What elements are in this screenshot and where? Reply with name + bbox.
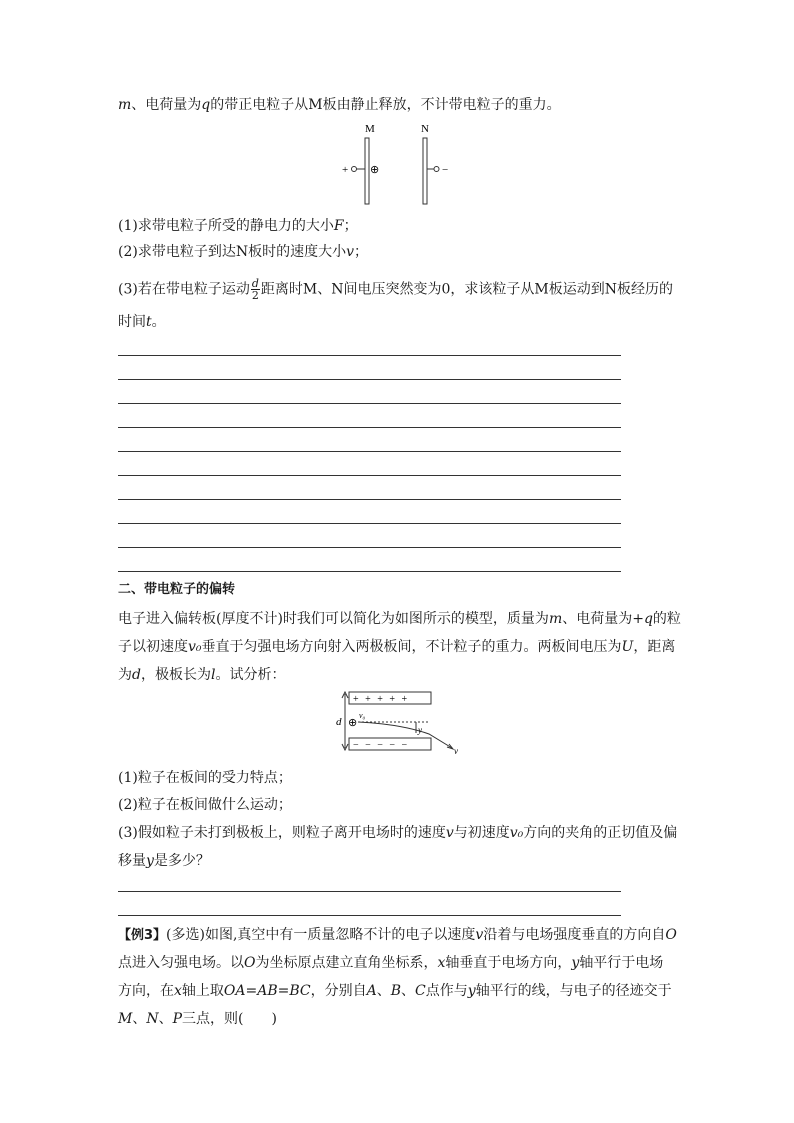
s2-p2: 子以初速度 [118, 639, 188, 655]
answer-line [118, 915, 621, 916]
ex3-text-3a: 方向，在 [118, 983, 174, 999]
intro-line [118, 95, 678, 115]
var-f: F [333, 218, 344, 234]
var-t: t [146, 314, 152, 330]
var-y: y [146, 853, 154, 869]
plate-m-label: M [365, 123, 375, 135]
answer-line [118, 451, 621, 452]
var-v: v [346, 244, 355, 260]
question-3-line-1 [118, 278, 678, 301]
var-v: v [445, 825, 454, 841]
question-1 [118, 216, 678, 236]
answer-line [118, 523, 621, 524]
var-y: y [467, 983, 476, 999]
var-m: m [548, 611, 563, 627]
q3-text-3: 时间 [118, 314, 146, 330]
var-p-point: P [172, 1011, 183, 1027]
q3-text: (3)若在带电粒子运动 [118, 281, 250, 298]
q1-end: ； [343, 218, 358, 234]
ex3-text-4c: 三点，则( ) [182, 1011, 277, 1027]
label-v: v [454, 746, 458, 756]
label-y: y [418, 725, 422, 735]
ex3-text-2a: 点进入匀强电场。以 [118, 955, 244, 971]
label-d: d [336, 716, 342, 728]
s2q3-text: (3)假如粒子未打到极板上，则粒子离开电场时的速度 [118, 825, 446, 841]
var-u: U [621, 639, 634, 655]
var-q: q [201, 97, 211, 113]
intro-text-1: 、电荷量为 [131, 97, 202, 113]
parallel-plates-figure [330, 120, 460, 210]
particle-icon: ⊕ [348, 717, 358, 729]
q3-text-2: 距离时M、N间电压突然变为0，求该粒子从M板运动到N板经历的 [260, 281, 673, 298]
var-n-point: N [146, 1011, 159, 1027]
particle-icon: ⊕ [370, 164, 380, 176]
sep: 、 [132, 1011, 147, 1027]
section2-paragraph-line-1 [118, 609, 681, 629]
fraction-d-over-2 [251, 278, 260, 301]
var-v0: v₀ [509, 825, 524, 841]
equation: OA=AB=BC [223, 983, 311, 999]
answer-line [118, 403, 621, 404]
intro-text-2: 的带正电粒子从M板由静止释放，不计带电粒子的重力。 [210, 97, 561, 113]
s2-p1c: 的粒 [652, 611, 681, 627]
plate-n-label: N [421, 123, 429, 135]
ex3-text-3c: ，分别自 [310, 983, 367, 999]
s2q3-text-3: 方向的夹角的正切值及偏 [523, 825, 678, 841]
sep: 、 [401, 983, 416, 999]
s2-question-3-line-1 [118, 823, 678, 843]
s2-p2c: ，距离 [633, 639, 676, 655]
sep: 、 [376, 983, 391, 999]
terminal-m [352, 167, 357, 172]
answer-line [118, 355, 621, 356]
plate-n [423, 138, 427, 204]
plus-terminal: + [342, 164, 349, 176]
section2-paragraph-line-2 [118, 637, 678, 657]
s2q3-text-2: 与初速度 [453, 825, 510, 841]
var-b: B [390, 983, 402, 999]
var-d: d [132, 667, 141, 683]
question-2 [118, 242, 678, 262]
q3-end: 。 [151, 314, 166, 330]
sep: 、 [158, 1011, 173, 1027]
answer-line [118, 475, 621, 476]
ex3-text-1b: 沿着与电场强度垂直的方向自 [483, 927, 666, 943]
question-3-line-2 [118, 312, 678, 332]
var-v: v [475, 927, 484, 943]
frac-numerator: d [251, 277, 259, 290]
example3-line-4 [118, 1009, 678, 1029]
q1-text: (1)求带电粒子所受的静电力的大小 [118, 218, 334, 234]
answer-line [118, 379, 621, 380]
ex3-text-3f: 点作与 [425, 983, 468, 999]
s2-p1b: 、电荷量为+ [562, 611, 644, 627]
s2-p3b: ，极板长为 [140, 667, 211, 683]
q2-text: (2)求带电粒子到达N板时的速度大小 [118, 244, 347, 260]
frac-denominator: 2 [251, 289, 259, 302]
var-q: q [643, 611, 653, 627]
section2-paragraph-line-3 [118, 665, 678, 685]
s2q3-end: 是多少？ [153, 853, 210, 869]
s2-p3: 为 [118, 667, 132, 683]
s2-question-2: (2)粒子在板间做什么运动； [118, 797, 292, 813]
var-o: O [665, 927, 677, 943]
var-x: x [174, 983, 182, 999]
answer-line [118, 547, 621, 548]
var-y: y [571, 955, 580, 971]
var-m-point: M [118, 1011, 133, 1027]
s2-p2b: 垂直于匀强电场方向射入两极板间，不计粒子的重力。两板间电压为 [201, 639, 622, 655]
s2-p1: 电子进入偏转板(厚度不计)时我们可以简化为如图所示的模型，质量为 [118, 611, 549, 627]
example3-line-1 [118, 925, 678, 946]
terminal-n [434, 167, 439, 172]
var-m: m [118, 97, 132, 113]
top-plate-charges: + + + + + [353, 694, 410, 705]
s2q3-text-4: 移量 [118, 853, 146, 869]
var-c: C [415, 983, 426, 999]
s2-p3c: 。试分析： [215, 667, 286, 683]
s2-question-1: (1)粒子在板间的受力特点； [118, 770, 292, 786]
example-tag: 【例3】 [118, 928, 167, 943]
example3-line-2 [118, 953, 678, 973]
label-v0: v₀ [359, 711, 366, 720]
answer-line [118, 427, 621, 428]
answer-line [118, 891, 621, 892]
var-a: A [366, 983, 377, 999]
ex3-text-3b: 轴上取 [181, 983, 224, 999]
q2-end: ； [354, 244, 369, 260]
bottom-plate-charges: − − − − − [353, 740, 410, 751]
ex3-text-2b: 为坐标原点建立直角坐标系， [255, 955, 438, 971]
answer-line [118, 571, 621, 572]
s2-question-3-line-2 [118, 851, 678, 871]
ex3-text-3g: 轴平行的线，与电子的径迹交于 [475, 983, 672, 999]
var-o: O [244, 955, 256, 971]
minus-terminal: − [442, 164, 449, 176]
deflection-figure [330, 688, 470, 758]
plate-m [365, 138, 369, 204]
var-l: l [210, 667, 216, 683]
example3-line-3 [118, 981, 678, 1001]
var-x: x [437, 955, 446, 971]
answer-line [118, 499, 621, 500]
var-v0: v₀ [188, 639, 202, 655]
section-heading: 二、带电粒子的偏转 [118, 582, 236, 597]
ex3-text-2c: 轴垂直于电场方向， [445, 955, 572, 971]
ex3-text-2d: 轴平行于电场 [579, 955, 664, 971]
ex3-text-1: (多选)如图,真空中有一质量忽略不计的电子以速度 [166, 927, 476, 943]
